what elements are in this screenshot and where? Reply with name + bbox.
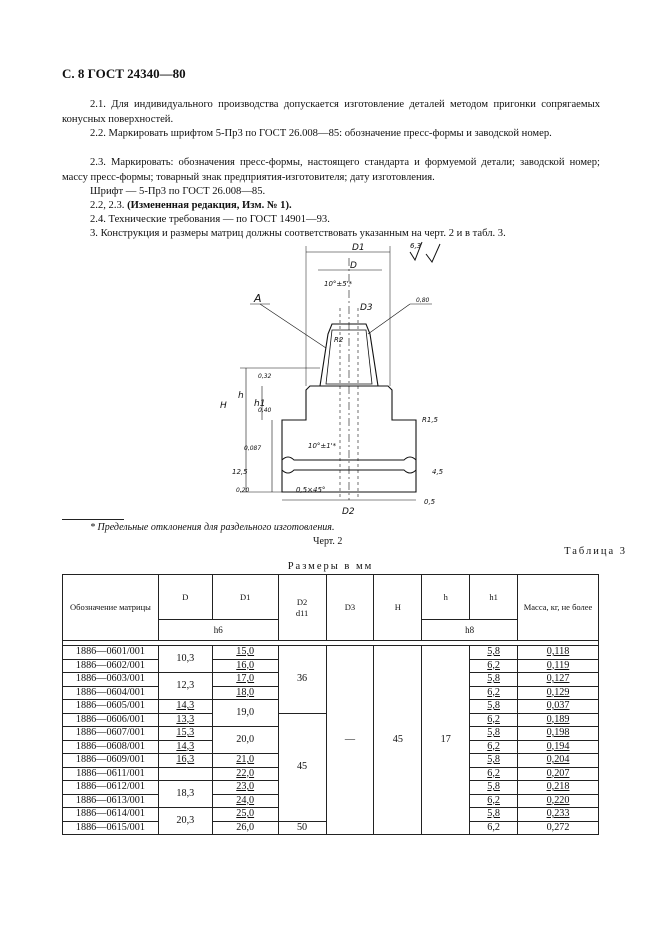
dim-d2: D2	[342, 507, 355, 516]
cell-h1: 5,8	[470, 673, 518, 687]
dim-4-5: 4,5	[432, 468, 444, 476]
cell-mass: 0,207	[518, 767, 599, 781]
col-d2-tol: d11	[295, 607, 309, 618]
cell-h: 17	[422, 646, 470, 835]
cell-mass: 0,198	[518, 727, 599, 741]
paragraph-2-4: 2.4. Технические требования — по ГОСТ 14901—93.	[90, 214, 330, 225]
cell-d1: 20,0	[212, 727, 278, 754]
cell-designation: 1886—0608/001	[63, 740, 159, 754]
col-designation: Обозначение матрицы	[63, 575, 159, 641]
cell-d: 18,3	[158, 781, 212, 808]
cell-d1: 24,0	[212, 794, 278, 808]
dim-d1: D1	[352, 243, 365, 253]
cell-d: 12,3	[158, 673, 212, 700]
cell-d: 15,3	[158, 727, 212, 741]
cell-mass: 0,204	[518, 754, 599, 768]
dim-h: h	[238, 391, 244, 401]
roughness-040: 0,40	[258, 407, 272, 414]
radius-r15: R1,5	[422, 416, 438, 424]
page-header: С. 8 ГОСТ 24340—80	[62, 66, 186, 81]
radius-r2: R2	[334, 336, 344, 344]
col-d3: D3	[326, 575, 374, 641]
cell-d: 10,3	[158, 646, 212, 673]
col-h-big: H	[374, 575, 422, 641]
cell-h1: 6,2	[470, 659, 518, 673]
cell-h1: 6,2	[470, 821, 518, 835]
cell-h1: 5,8	[470, 754, 518, 768]
col-d2-label: D2	[296, 596, 308, 607]
cell-mass: 0,272	[518, 821, 599, 835]
paragraph-3: 3. Конструкция и размеры матриц должны соответствовать указанным на черт. 2 и в табл. 3.	[90, 228, 506, 239]
cell-d: 20,3	[158, 808, 212, 835]
cell-h1: 6,2	[470, 767, 518, 781]
tolerance-087: 0,087	[244, 445, 262, 452]
amendment-text: (Измененная редакция, Изм. № 1).	[127, 200, 292, 211]
angle-top: 10°±5'*	[324, 280, 353, 288]
footnote: * Предельные отклонения для раздельного изготовления.	[90, 522, 335, 533]
cell-designation: 1886—0604/001	[63, 686, 159, 700]
paragraph-font: Шрифт — 5-Пр3 по ГОСТ 26.008—85.	[90, 186, 266, 197]
table-title: Размеры в мм	[287, 561, 374, 572]
cell-d1: 18,0	[212, 686, 278, 700]
cell-mass: 0,194	[518, 740, 599, 754]
cell-mass: 0,118	[518, 646, 599, 660]
cell-h1: 5,8	[470, 700, 518, 714]
cell-h1: 6,2	[470, 794, 518, 808]
cell-d1: 17,0	[212, 673, 278, 687]
amendment-prefix: 2.2, 2.3.	[90, 200, 125, 211]
paragraph-2-1: 2.1. Для индивидуального производства допускается изготовление деталей методом пригонки сопрягаемых конусных поверхностей.	[62, 99, 600, 125]
cell-d: 13,3	[158, 713, 212, 727]
cell-d2: 50	[278, 821, 326, 835]
cell-h1: 6,2	[470, 686, 518, 700]
cell-designation: 1886—0611/001	[63, 767, 159, 781]
tol-h8: h8	[422, 620, 518, 641]
roughness-032: 0,32	[258, 373, 272, 380]
paragraph-2-2: 2.2. Маркировать шрифтом 5-Пр3 по ГОСТ 26.008—85: обозначение пресс-формы и заводской номер.	[90, 128, 552, 139]
figure-caption: Черт. 2	[313, 536, 343, 547]
tol-h6: h6	[158, 620, 278, 641]
cell-mass: 0,119	[518, 659, 599, 673]
roughness-080: 0,80	[416, 297, 430, 304]
dim-d: D	[350, 261, 357, 271]
footnote-rule	[62, 519, 124, 520]
paragraph-amendment	[62, 199, 600, 214]
dim-0-5: 0,5	[424, 498, 436, 506]
cell-designation: 1886—0614/001	[63, 808, 159, 822]
cell-h1: 5,8	[470, 727, 518, 741]
cell-designation: 1886—0612/001	[63, 781, 159, 795]
cell-designation: 1886—0607/001	[63, 727, 159, 741]
cell-h1: 5,8	[470, 808, 518, 822]
matrix-drawing	[210, 238, 450, 516]
cell-d: 14,3	[158, 700, 212, 714]
cell-designation: 1886—0613/001	[63, 794, 159, 808]
dim-h1: h1	[254, 399, 266, 409]
roughness-020: 0,20	[236, 487, 250, 494]
cell-h1: 6,2	[470, 713, 518, 727]
dim-h-big: H	[220, 401, 227, 411]
cell-designation: 1886—0606/001	[63, 713, 159, 727]
dimensions-table	[62, 574, 599, 835]
cell-h1: 6,2	[470, 740, 518, 754]
dim-d3: D3	[360, 303, 373, 313]
cell-d1: 15,0	[212, 646, 278, 660]
cell-d: 14,3	[158, 740, 212, 754]
roughness-main: 6,3	[410, 242, 422, 250]
col-d2	[278, 575, 326, 641]
cell-designation: 1886—0609/001	[63, 754, 159, 768]
cell-d1: 21,0	[212, 754, 278, 768]
label-a: A	[254, 292, 262, 305]
col-mass: Масса, кг, не более	[518, 575, 599, 641]
col-d: D	[158, 575, 212, 620]
cell-mass: 0,220	[518, 794, 599, 808]
cell-designation: 1886—0615/001	[63, 821, 159, 835]
cell-d2: 36	[278, 646, 326, 714]
cell-h1: 5,8	[470, 781, 518, 795]
cell-d3: —	[326, 646, 374, 835]
cell-designation: 1886—0603/001	[63, 673, 159, 687]
angle-bottom: 10°±1'*	[308, 442, 337, 450]
cell-mass: 0,127	[518, 673, 599, 687]
cell-mass: 0,037	[518, 700, 599, 714]
cell-d: 16,3	[158, 754, 212, 768]
cell-d1: 25,0	[212, 808, 278, 822]
table-label: Таблица 3	[564, 546, 627, 557]
cell-mass: 0,129	[518, 686, 599, 700]
cell-d1: 16,0	[212, 659, 278, 673]
chamfer-label: 0,5×45°	[296, 486, 326, 494]
table-row	[63, 646, 599, 660]
cell-mass: 0,189	[518, 713, 599, 727]
cell-designation: 1886—0602/001	[63, 659, 159, 673]
cell-d1: 22,0	[212, 767, 278, 781]
cell-d1: 26,0	[212, 821, 278, 835]
cell-mass: 0,218	[518, 781, 599, 795]
col-h: h	[422, 575, 470, 620]
cell-designation: 1886—0601/001	[63, 646, 159, 660]
cell-d1: 19,0	[212, 700, 278, 727]
col-d1: D1	[212, 575, 278, 620]
col-h1: h1	[470, 575, 518, 620]
dim-12-5: 12,5	[232, 468, 248, 476]
paragraph-2-3: 2.3. Маркировать: обозначения пресс-формы, настоящего стандарта и формуемой детали; заводской номер; массу пресс-формы; товарный знак предприятия-изготовителя; дату изготовления.	[62, 157, 600, 183]
cell-h1: 5,8	[470, 646, 518, 660]
cell-d2: 45	[278, 713, 326, 821]
cell-mass: 0,233	[518, 808, 599, 822]
cell-d1: 23,0	[212, 781, 278, 795]
cell-h-big: 45	[374, 646, 422, 835]
cell-designation: 1886—0605/001	[63, 700, 159, 714]
